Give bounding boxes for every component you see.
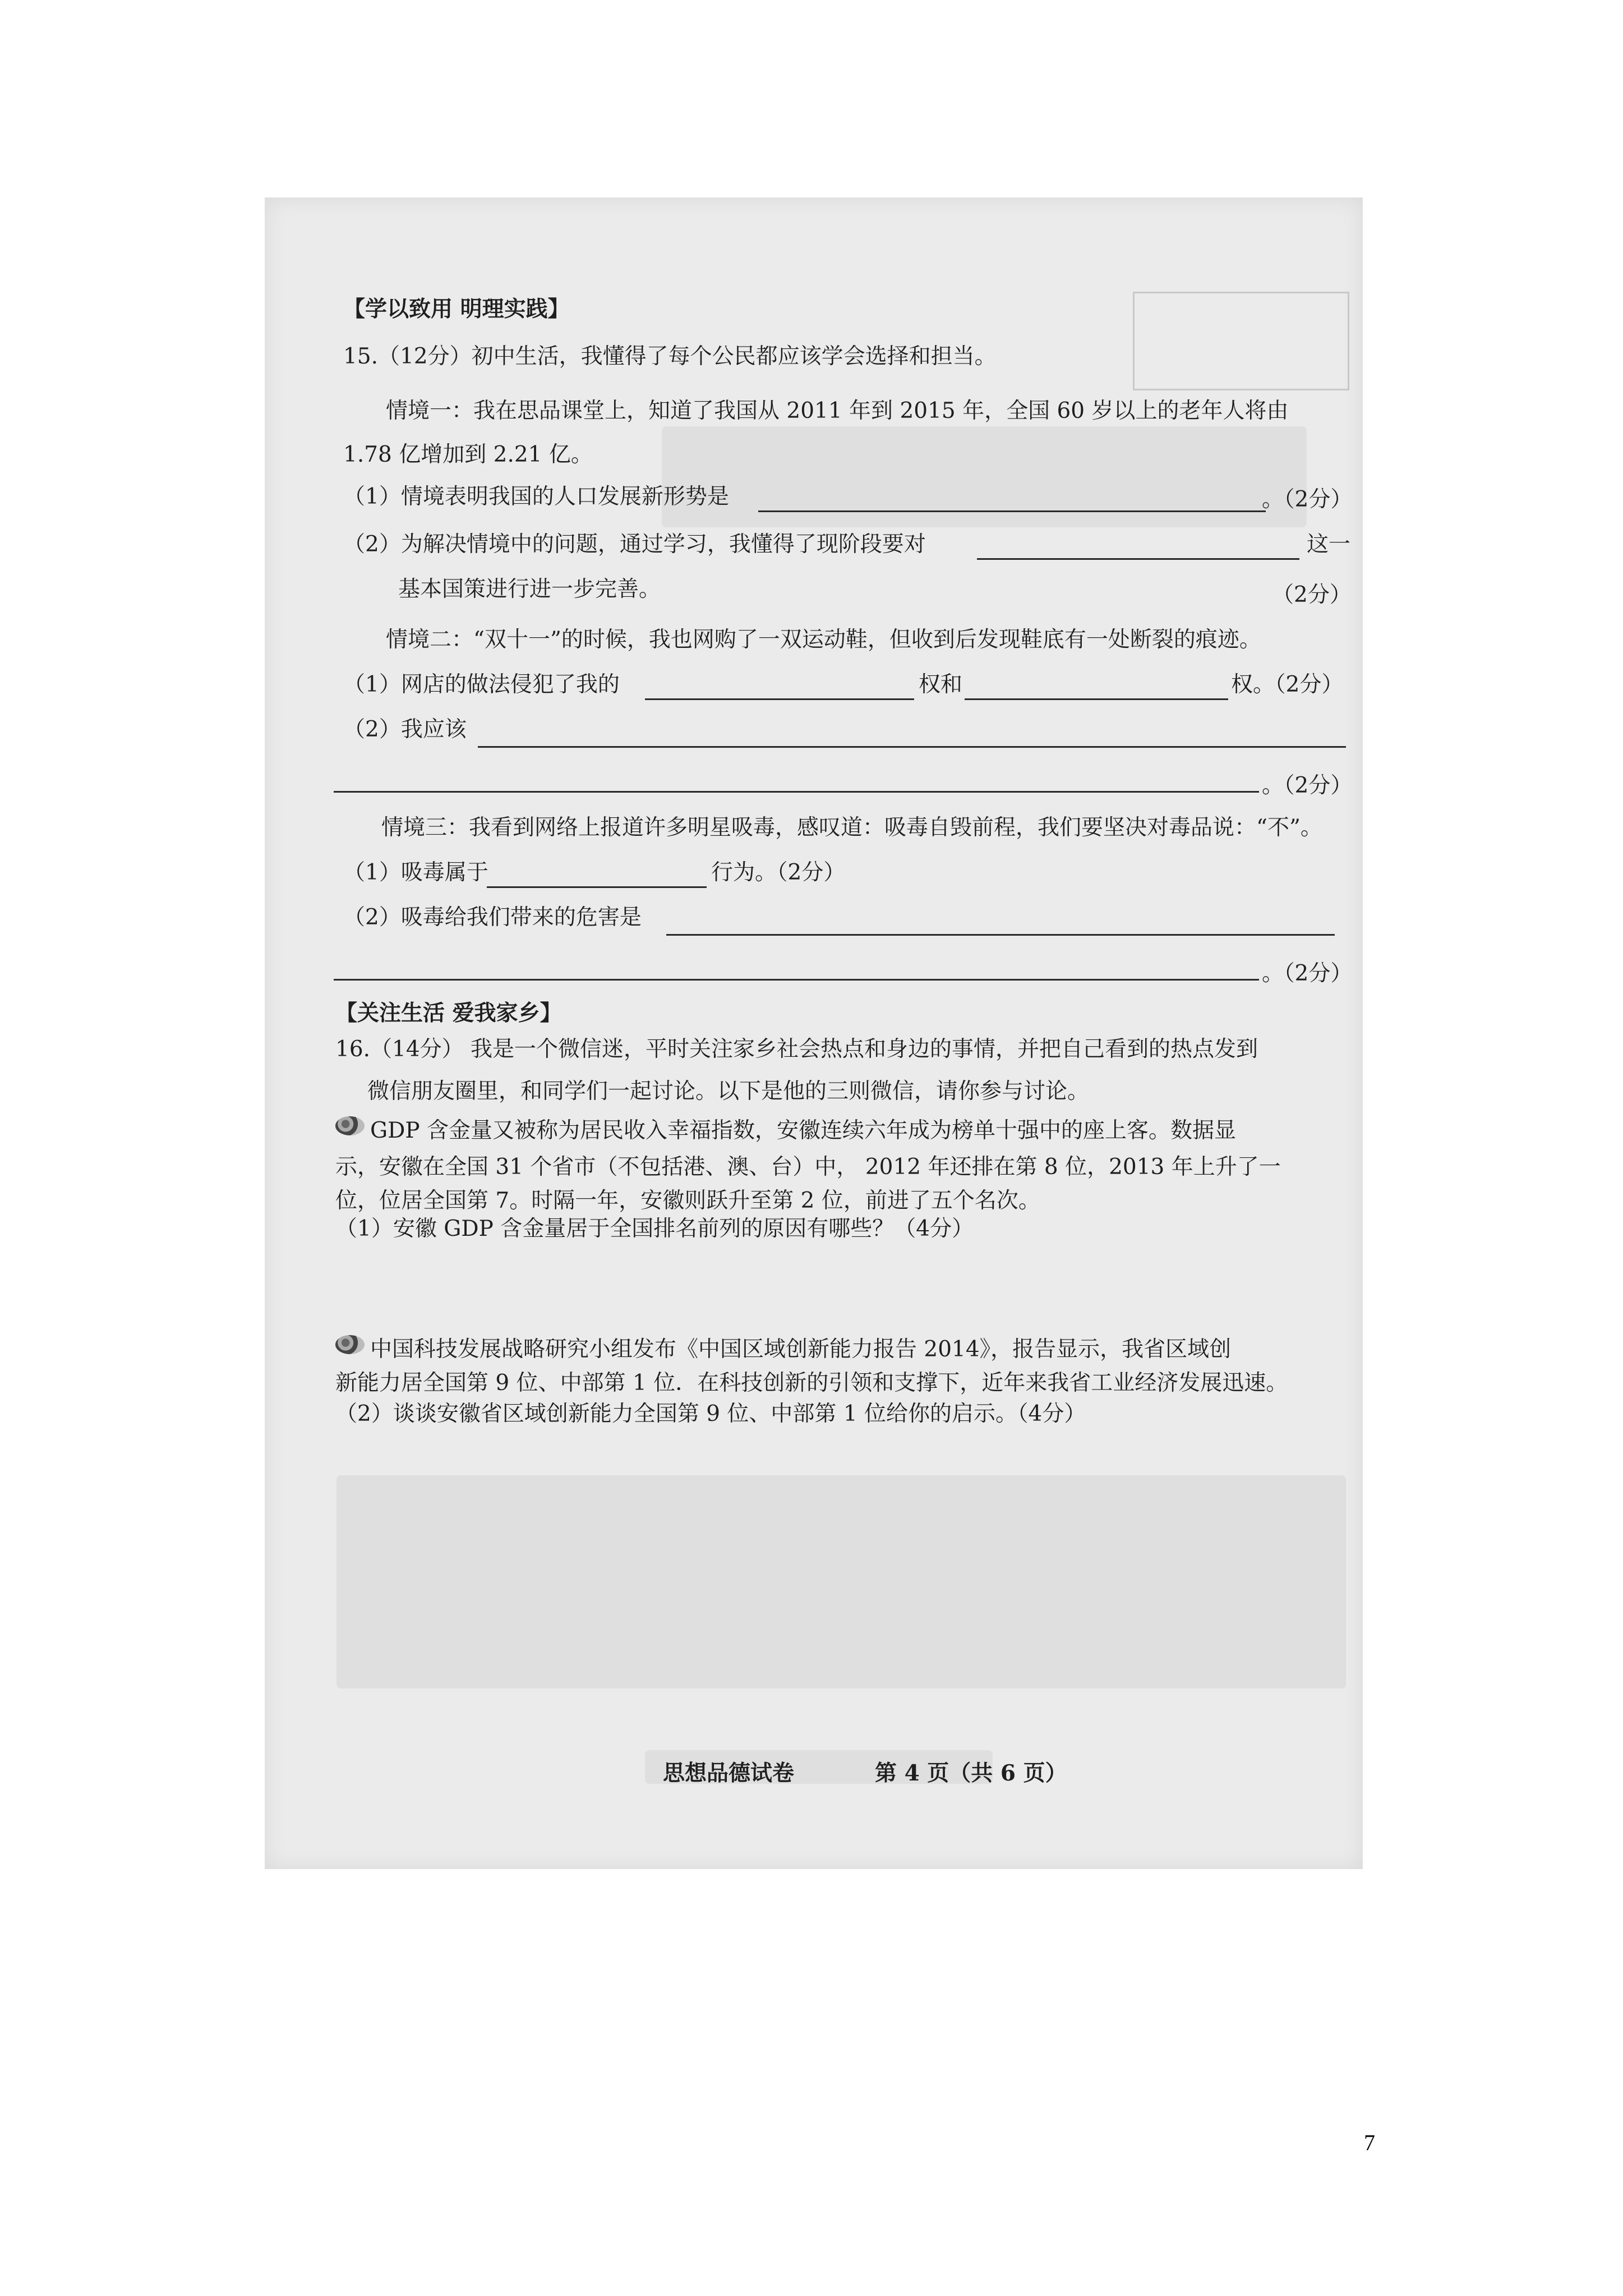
wechat-post-1-text-cont: 示，安徽在全国 31 个省市（不包括港、澳、台）中， 2012 年还排在第 8 位，2013 年上升了一	[335, 1154, 1281, 1180]
s3-question-1: （1）吸毒属于	[343, 860, 488, 885]
answer-blank[interactable]	[487, 886, 707, 888]
bleed-through-text	[662, 426, 1307, 527]
question-16-title-cont: 微信朋友圈里，和同学们一起讨论。以下是他的三则微信，请你参与讨论。	[367, 1079, 1090, 1104]
s2-question-2-score: 。（2分）	[1262, 773, 1353, 798]
s2-question-2: （2）我应该	[343, 717, 467, 742]
answer-blank[interactable]	[758, 510, 1266, 512]
wechat-post-1-text-cont2: 位，位居全国第 7。时隔一年，安徽则跃升至第 2 位，前进了五个名次。	[335, 1188, 1040, 1213]
s3-question-2-score: 。（2分）	[1262, 961, 1353, 986]
question-16-title: 16.（14分） 我是一个微信迷，平时关注家乡社会热点和身边的事情，并把自己看到的热点发到	[335, 1037, 1258, 1062]
wechat-post-1-text: GDP 含金量又被称为居民收入幸福指数，安徽连续六年成为榜单十强中的座上客。数据显	[370, 1118, 1237, 1143]
s1-question-2-tail: 这一	[1307, 532, 1351, 557]
s1-question-2-cont: 基本国策进行进一步完善。	[398, 577, 661, 602]
footer-page-indicator: 第 4 页（共 6 页）	[875, 1760, 1067, 1786]
answer-blank[interactable]	[334, 979, 1259, 981]
wechat-post-2-text-cont: 新能力居全国第 9 位、中部第 1 位．在科技创新的引领和支撑下，近年来我省工业经济发展迅速。	[335, 1370, 1288, 1396]
wechat-icon	[335, 1335, 365, 1354]
footer-subject: 思想品德试卷	[663, 1760, 795, 1786]
answer-blank[interactable]	[965, 698, 1228, 700]
bleed-through-score-box	[1133, 292, 1349, 390]
answer-blank[interactable]	[478, 746, 1346, 748]
question-15-title: 15.（12分）初中生活，我懂得了每个公民都应该学会选择和担当。	[343, 344, 997, 369]
q16-subquestion-1: （1）安徽 GDP 含金量居于全国排名前列的原因有哪些？（4分）	[335, 1216, 974, 1241]
s3-question-2: （2）吸毒给我们带来的危害是	[343, 905, 642, 930]
bleed-through-text	[336, 1475, 1346, 1688]
wechat-post-2-text: 中国科技发展战略研究小组发布《中国区域创新能力报告 2014》，报告显示，我省区域创	[370, 1337, 1232, 1362]
q16-subquestion-2: （2）谈谈安徽省区域创新能力全国第 9 位、中部第 1 位给你的启示。（4分）	[335, 1401, 1086, 1427]
section-header-practice: 【学以致用 明理实践】	[343, 296, 570, 322]
answer-blank[interactable]	[334, 791, 1259, 793]
s1-question-2-score: （2分）	[1272, 582, 1352, 608]
s1-question-1-score: 。（2分）	[1262, 487, 1353, 512]
section-header-hometown: 【关注生活 爱我家乡】	[335, 1000, 562, 1026]
answer-blank[interactable]	[977, 558, 1299, 560]
wechat-icon	[335, 1116, 365, 1135]
s2-question-1-score: 权。（2分）	[1231, 672, 1344, 697]
scenario-3-text: 情境三：我看到网络上报道许多明星吸毒，感叹道：吸毒自毁前程，我们要坚决对毒品说：“不”。	[381, 815, 1322, 840]
scenario-1-text-cont: 1.78 亿增加到 2.21 亿。	[343, 442, 593, 467]
s1-question-1: （1）情境表明我国的人口发展新形势是	[343, 484, 729, 509]
s1-question-2: （2）为解决情境中的问题，通过学习，我懂得了现阶段要对	[343, 532, 926, 557]
scenario-1-text: 情境一：我在思品课堂上，知道了我国从 2011 年到 2015 年，全国 60 岁以上的老年人将由	[386, 398, 1289, 424]
s3-question-1-score: 行为。（2分）	[711, 860, 846, 885]
s2-question-1-mid: 权和	[919, 672, 963, 697]
s2-question-1: （1）网店的做法侵犯了我的	[343, 672, 620, 697]
answer-blank[interactable]	[666, 934, 1335, 936]
answer-blank[interactable]	[645, 698, 914, 700]
scenario-2-text: 情境二：“双十一”的时候，我也网购了一双运动鞋，但收到后发现鞋底有一处断裂的痕迹。	[386, 627, 1261, 652]
document-page-number: 7	[1364, 2130, 1375, 2155]
